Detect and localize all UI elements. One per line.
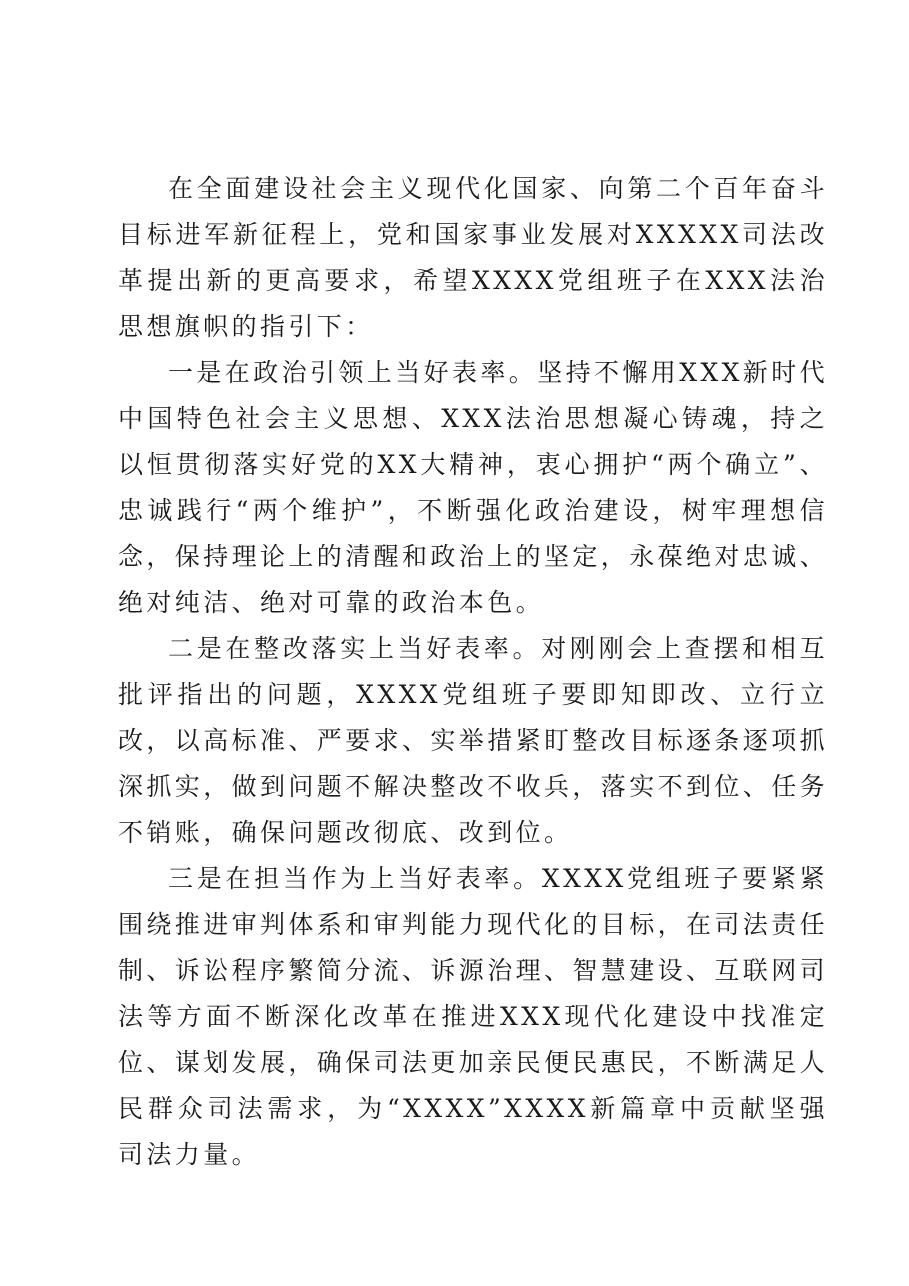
- point-three-paragraph: 三是在担当作为上当好表率。XXXX党组班子要紧紧围绕推进审判体系和审判能力现代化的目标，在司法责任制、诉讼程序繁简分流、诉源治理、智慧建设、互联网司法等方面不断深化改革在推进XXX现代化建设中找准定位、谋划发展，确保司法更加亲民便民惠民，不断满足人民群众司法需求，为“XXXX”XXXX新篇章中贡献坚强司法力量。: [118, 864, 829, 1169]
- document-body: [118, 166, 828, 1178]
- point-one-paragraph: 一是在政治引领上当好表率。坚持不懈用XXX新时代中国特色社会主义思想、XXX法治思想凝心铸魂，持之以恒贯彻落实好党的XX大精神，衷心拥护“两个确立”、忠诚践行“两个维护”，不断强化政治建设，树牢理想信念，保持理论上的清醒和政治上的坚定，永葆绝对忠诚、绝对纯洁、绝对可靠的政治本色。: [118, 358, 829, 617]
- point-two-paragraph: 二是在整改落实上当好表率。对刚刚会上查摆和相互批评指出的问题，XXXX党组班子要即知即改、立行立改，以高标准、严要求、实举措紧盯整改目标逐条逐项抓深抓实，做到问题不解决整改不收兵，落实不到位、任务不销账，确保问题改彻底、改到位。: [118, 634, 829, 847]
- intro-paragraph: 在全面建设社会主义现代化国家、向第二个百年奋斗目标进军新征程上，党和国家事业发展对XXXXX司法改革提出新的更高要求，希望XXXX党组班子在XXX法治思想旗帜的指引下：: [118, 174, 828, 341]
